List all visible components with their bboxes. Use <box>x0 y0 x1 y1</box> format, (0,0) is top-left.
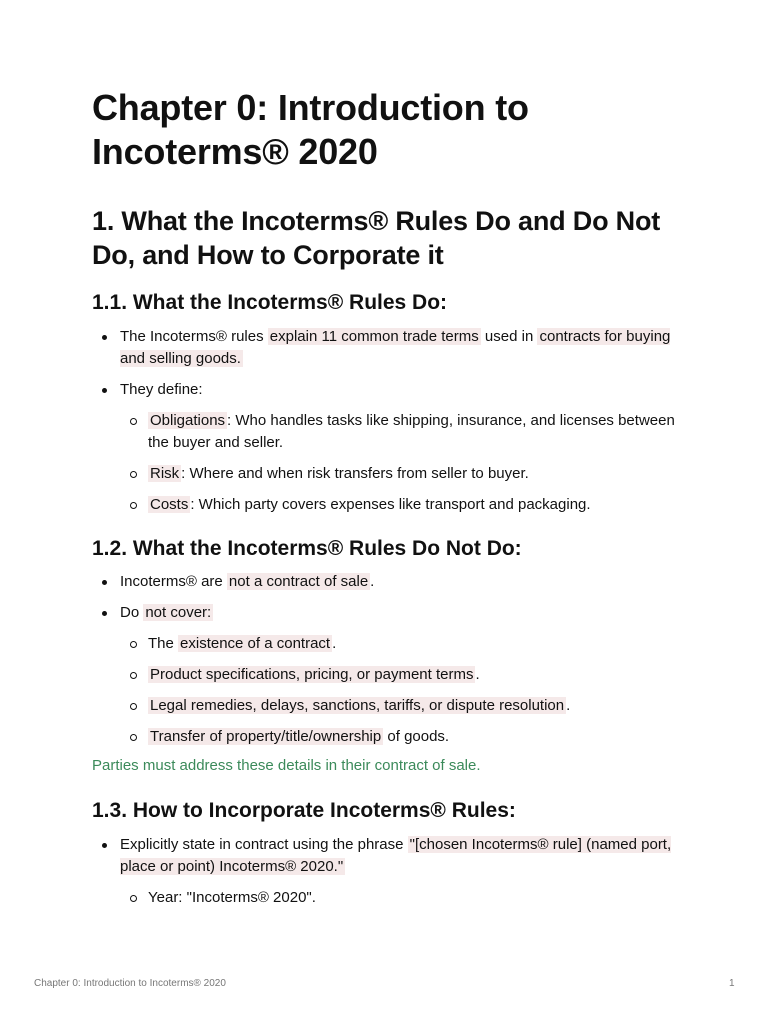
sub-list-item: Year: "Incoterms® 2020". <box>92 887 682 909</box>
section-note: Parties must address these details in their contract of sale. <box>92 757 481 774</box>
list-item: The Incoterms® rules explain 11 common trade terms used in contracts for buying and selling goods. <box>92 326 682 370</box>
s13-list <box>92 834 682 909</box>
section-1-heading: 1. What the Incoterms® Rules Do and Do Not Do, and How to Corporate it <box>92 206 661 270</box>
footer-title: Chapter 0: Introduction to Incoterms® 2020 <box>34 978 226 989</box>
list-item: Explicitly state in contract using the phrase "[chosen Incoterms® rule] (named port, place or point) Incoterms® 2020." <box>92 834 682 878</box>
sub-list-item: Risk : Where and when risk transfers from seller to buyer. <box>92 463 682 485</box>
section-1-1-heading: 1.1. What the Incoterms® Rules Do: <box>92 291 448 314</box>
sub-list-item: Legal remedies, delays, sanctions, tariffs, or dispute resolution . <box>92 695 682 717</box>
s12-list <box>92 571 682 748</box>
page-number: 1 <box>729 978 735 989</box>
list-item: They define: <box>92 379 682 401</box>
sub-list-item: Costs : Which party covers expenses like transport and packaging. <box>92 494 682 516</box>
sub-list-item: Obligations : Who handles tasks like shipping, insurance, and licenses between the buyer and seller. <box>92 410 682 454</box>
sub-list-item: The existence of a contract . <box>92 633 682 655</box>
list-item: Incoterms® are not a contract of sale . <box>92 571 682 593</box>
chapter-title: Chapter 0: Introduction to Incoterms® 2020 <box>92 87 529 172</box>
s11-list <box>92 326 682 516</box>
section-1-3-heading: 1.3. How to Incorporate Incoterms® Rules: <box>92 799 516 822</box>
list-item: Do not cover: <box>92 602 682 624</box>
section-1-2-heading: 1.2. What the Incoterms® Rules Do Not Do: <box>92 537 522 560</box>
sub-list-item: Product specifications, pricing, or payment terms . <box>92 664 682 686</box>
sub-list-item: Transfer of property/title/ownership of goods. <box>92 726 682 748</box>
